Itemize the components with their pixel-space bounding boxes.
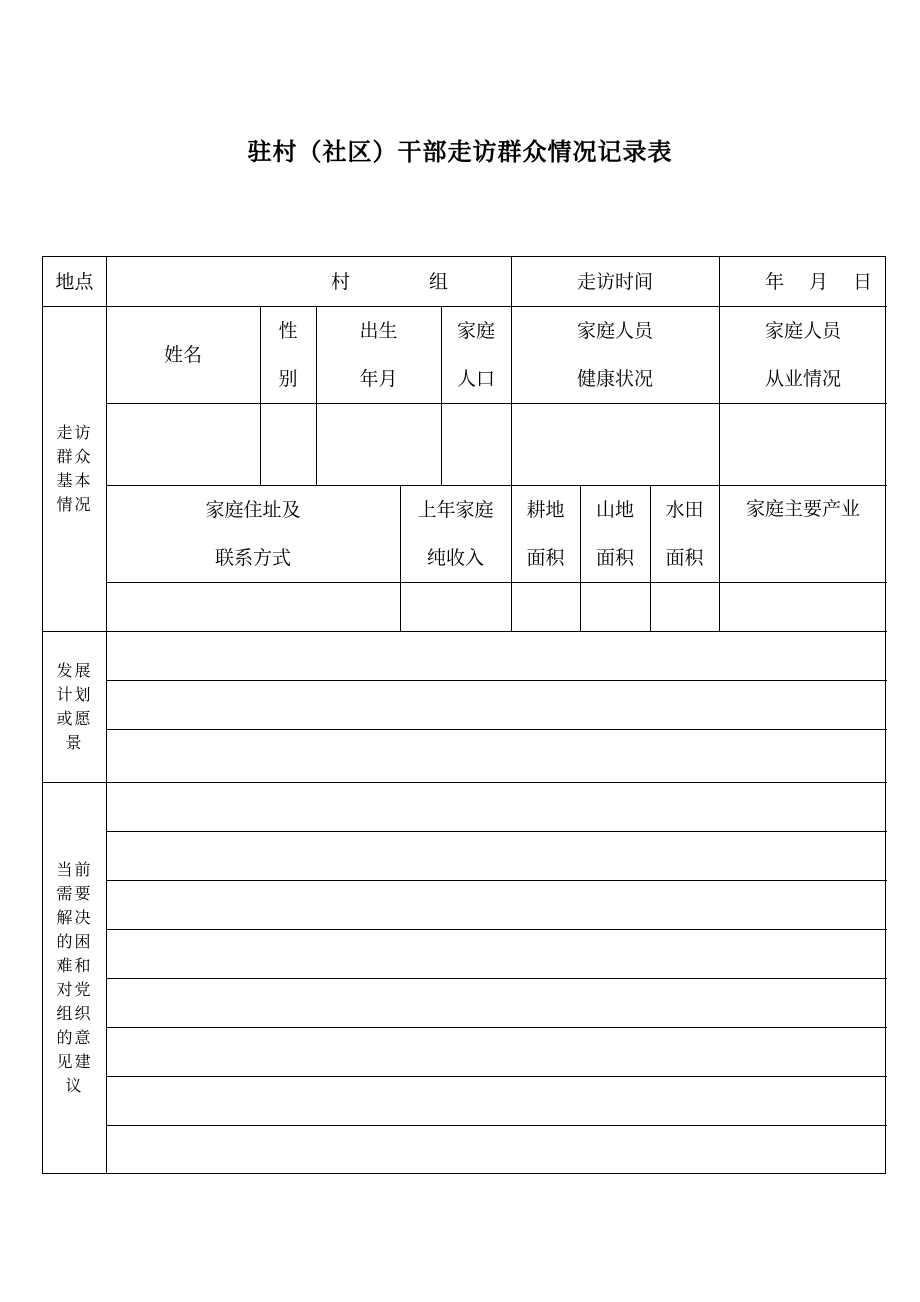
location-label: 地点 xyxy=(55,270,94,293)
sex-input[interactable] xyxy=(260,403,316,485)
difficulties-line[interactable] xyxy=(106,1076,887,1125)
address-header: 家庭住址及 联系方式 xyxy=(205,498,301,569)
sex-header: 性 别 xyxy=(278,319,298,390)
family-size-header: 家庭 人口 xyxy=(456,319,495,390)
income-input[interactable] xyxy=(400,582,511,631)
month-label: 月 xyxy=(809,270,829,293)
basic-info-section-label: 走访 群众 基本 情况 xyxy=(56,422,93,514)
health-input[interactable] xyxy=(511,403,719,485)
difficulties-line[interactable] xyxy=(106,929,887,978)
birth-input[interactable] xyxy=(316,403,441,485)
day-label: 日 xyxy=(853,270,873,293)
employment-header: 家庭人员 从业情况 xyxy=(764,319,841,390)
main-industry-header: 家庭主要产业 xyxy=(745,498,860,520)
name-input[interactable] xyxy=(106,403,260,485)
birth-header: 出生 年月 xyxy=(359,319,398,390)
development-plan-line[interactable] xyxy=(106,680,887,729)
development-plan-line[interactable] xyxy=(106,729,887,782)
paddy-field-input[interactable] xyxy=(650,582,719,631)
development-plan-section-label: 发展 计划 或愿 景 xyxy=(56,660,93,752)
page-title: 驻村（社区）干部走访群众情况记录表 xyxy=(247,138,673,166)
difficulties-section-label: 当前 需要 解决 的困 难和 对党 组织 的意 见建 议 xyxy=(56,860,93,1095)
difficulties-line[interactable] xyxy=(106,831,887,880)
village-group-field[interactable] xyxy=(106,257,511,306)
income-header: 上年家庭 纯收入 xyxy=(417,498,494,569)
hill-land-input[interactable] xyxy=(580,582,650,631)
hill-land-header: 山地 面积 xyxy=(595,498,634,569)
employment-input[interactable] xyxy=(719,403,887,485)
main-industry-input[interactable] xyxy=(719,582,887,631)
group-label: 组 xyxy=(429,270,449,293)
date-field[interactable] xyxy=(719,257,887,306)
health-header: 家庭人员 健康状况 xyxy=(576,319,653,390)
farmland-input[interactable] xyxy=(511,582,580,631)
difficulties-line[interactable] xyxy=(106,782,887,831)
name-header: 姓名 xyxy=(163,343,202,366)
record-table xyxy=(42,256,886,1174)
visit-time-label: 走访时间 xyxy=(576,270,653,293)
year-label: 年 xyxy=(765,270,785,293)
paddy-field-header: 水田 面积 xyxy=(665,498,704,569)
difficulties-line[interactable] xyxy=(106,880,887,929)
development-plan-line[interactable] xyxy=(106,631,887,680)
difficulties-line[interactable] xyxy=(106,1027,887,1076)
farmland-header: 耕地 面积 xyxy=(526,498,565,569)
address-input[interactable] xyxy=(106,582,400,631)
village-label: 村 xyxy=(331,270,351,293)
difficulties-line[interactable] xyxy=(106,978,887,1027)
family-size-input[interactable] xyxy=(441,403,511,485)
difficulties-line[interactable] xyxy=(106,1125,887,1174)
